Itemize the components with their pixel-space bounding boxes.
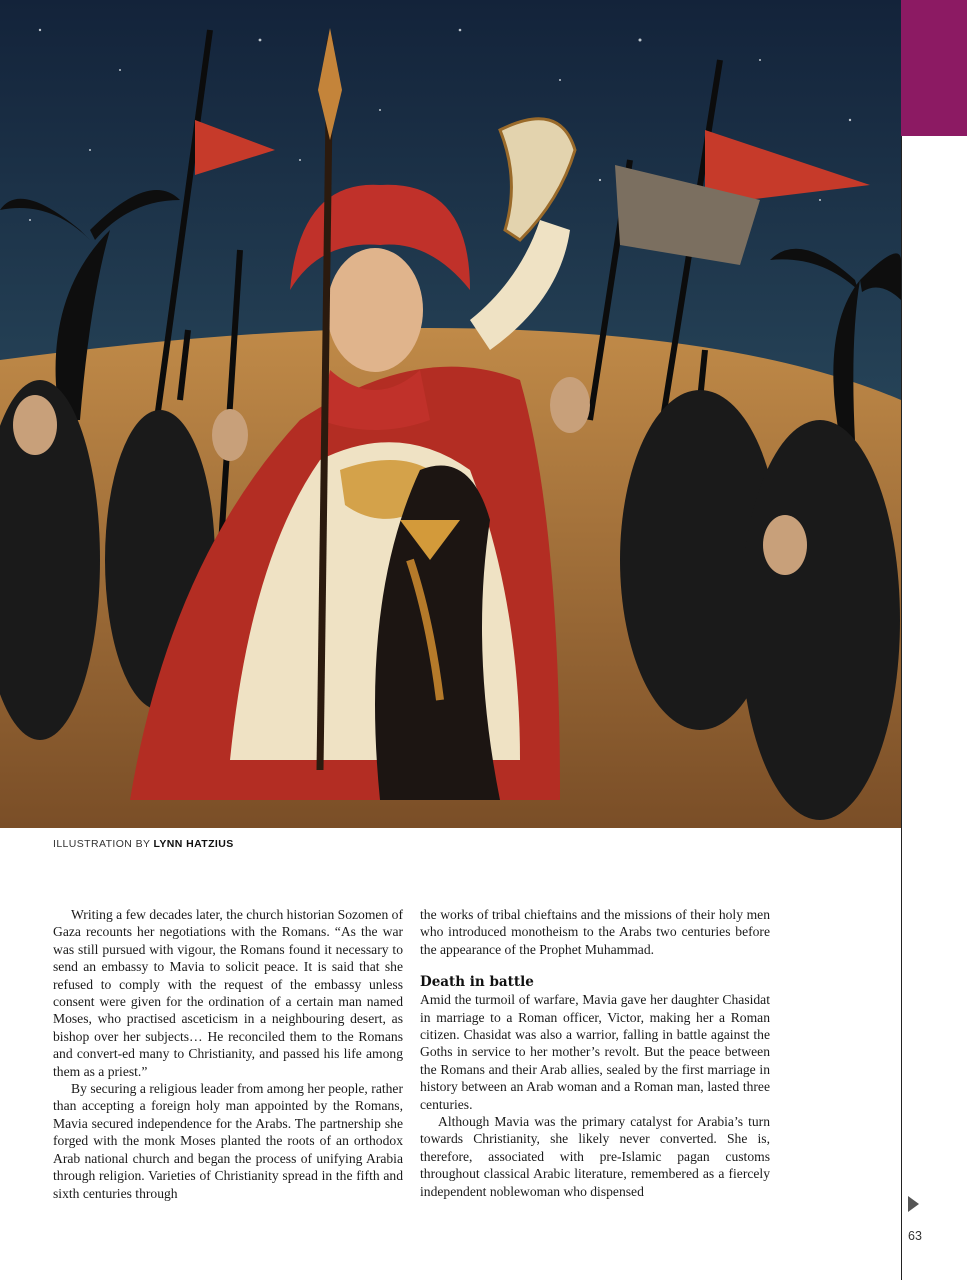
article-paragraph: Writing a few decades later, the church historian Sozomen of Gaza recounts her negotiations with the Romans. “As the war was still pursued with vigour, the Romans found it necessary to send an embassy to Mavia to solicit peace. It is said that she refused to comply with the request of the embassy unless consent were given for the ordination of a certain man named Moses, who practised asceticism in a neighbouring desert, as bishop over her subjects… He reconciled them to the Romans and convert-ed many to Christianity, and passed his life among them as a priest.” [53,907,403,1079]
article-column-right [420,906,770,1200]
page-number: 63 [908,1229,922,1243]
article-paragraph: Amid the turmoil of warfare, Mavia gave her daughter Chasidat in marriage to a Roman officer, Victor, making her a Roman citizen. Chasidat was also a warrior, falling in battle against the Goths in service to her mother’s revolt. But the peace between the Romans and their Arab allies, sealed by the first marriage in history between an Arab woman and a Roman man, lasted three centuries. [420,992,770,1112]
section-heading: Death in battle [420,974,534,991]
page-edge-rule [901,136,902,1280]
credit-prefix: ILLUSTRATION BY [53,838,151,850]
illustration-credit [53,838,234,850]
article-column-left [53,906,403,1202]
section-color-tab [901,0,967,136]
chevron-right-icon[interactable] [908,1196,919,1212]
credit-artist: LYNN HATZIUS [153,838,234,850]
article-paragraph: By securing a religious leader from among her people, rather than accepting a foreign holy man appointed by the Romans, Mavia secured independence for the Arabs. The partnership she forged with the monk Moses planted the roots of an orthodox Arab national church and began the process of unifying Arabia through religion. Varieties of Christianity spread in the fifth and sixth centuries through [53,1081,403,1201]
article-paragraph-continued: the works of tribal chieftains and the missions of their holy men who introduced monotheism to the Arabs two centuries before the appearance of the Prophet Muhammad. [420,907,770,957]
article-paragraph: Although Mavia was the primary catalyst for Arabia’s turn towards Christianity, she likely never converted. She is, therefore, associated with pre-Islamic pagan customs throughout classical Arabic literature, remembered as a fiercely independent noblewoman who dispensed [420,1114,770,1199]
